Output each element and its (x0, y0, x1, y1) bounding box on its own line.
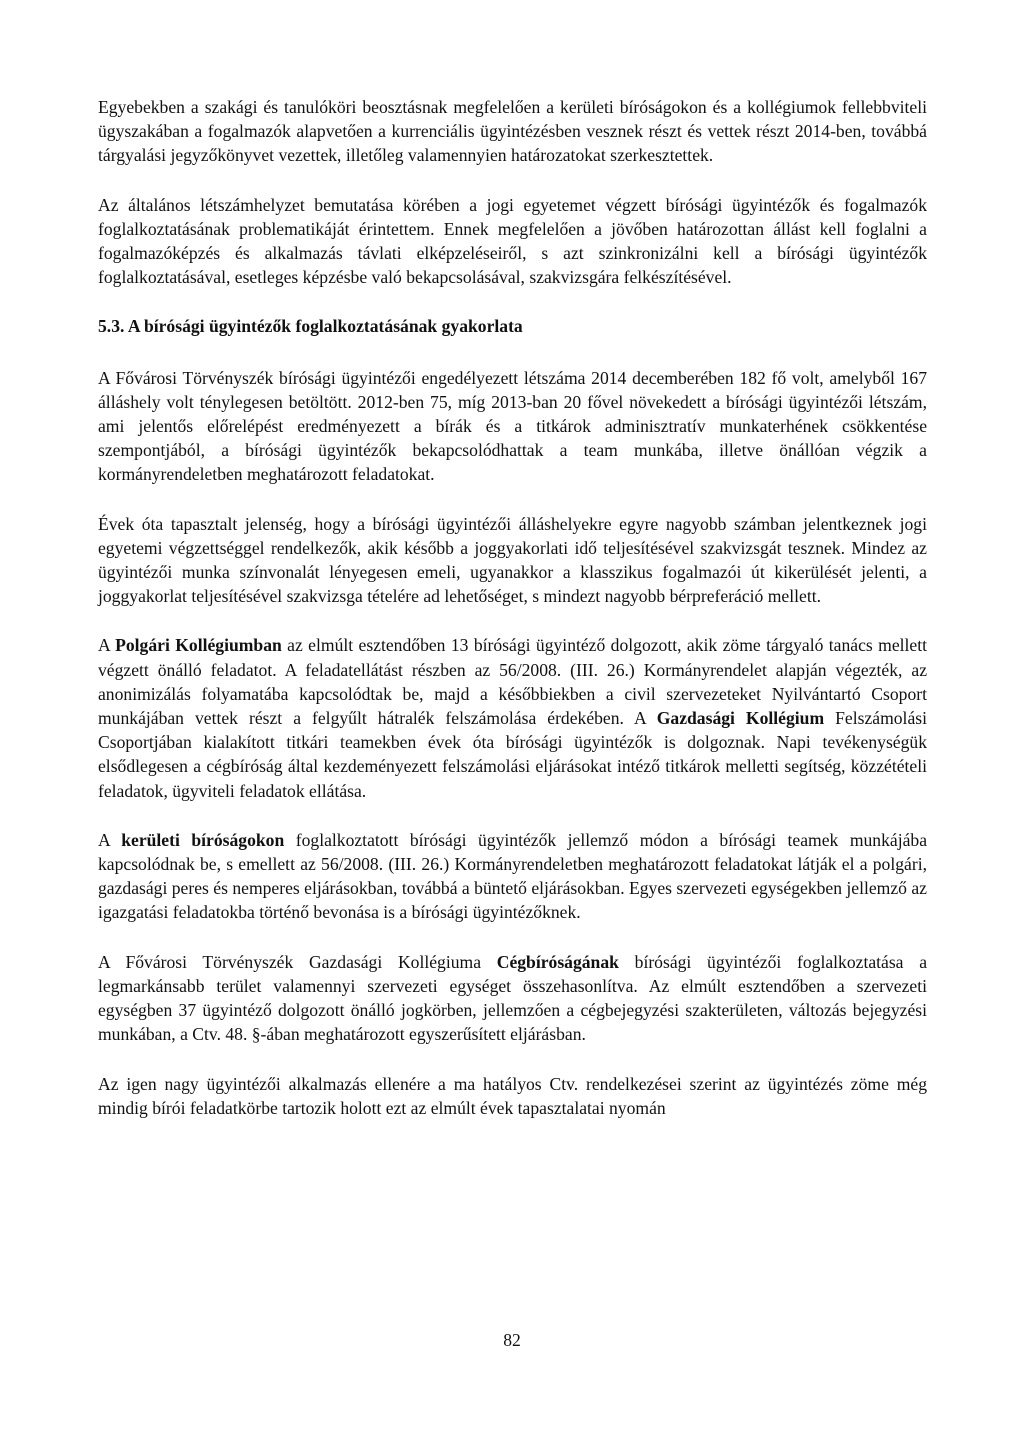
paragraph-4: Évek óta tapasztalt jelenség, hogy a bírósági ügyintézői álláshelyekre egyre nagyobb számban jelentkeznek jogi egyetemi végzettséggel rendelkezők, akik később a joggyakorlati idő teljesítésével szakvizsgát tesznek. Mindez az ügyintézői munka színvonalát lényegesen emeli, ugyanakkor a klasszikus fogalmazói út kikerülését jelenti, a joggyakorlat teljesítésével szakvizsga tételére ad lehetőséget, s mindezt nagyobb bérpreferáció mellett. (98, 513, 927, 607)
paragraph-5-text-a: A (98, 635, 116, 656)
paragraph-3: A Fővárosi Törvényszék bírósági ügyintézői engedélyezett létszáma 2014 decemberében 182 fő volt, amelyből 167 álláshely volt ténylegesen betöltött. 2012-ben 75, míg 2013-ban 20 fővel növekedett a bírósági ügyintézői létszám, ami jelentős előrelépést eredményezett a bírák és a titkárok adminisztratív munkaterhének csökkentése szempontjából, a bírósági ügyintézők bekapcsolódhattak a team munkába, illetve önállóan végzik a kormányrendeletben meghatározott feladatokat. (98, 367, 927, 485)
paragraph-5-text-c: az elmúlt esztendőben 13 bírósági ügyintéző dolgozott, akik zöme tárgyaló tanács mellett végzett önálló feladatot. A feladatellátást részben az 56/2008. (III. 26.) Kormányrendelet alapján végezték, az anonimizálás folyamatába kapcsolódtak be, majd a későbbiekben a civil szervezeteket Nyilvántartó Csoport munkájában vettek részt a felgyűlt hátralék felszámolása érdekében. A (98, 635, 927, 729)
page-number: 82 (503, 1330, 521, 1350)
paragraph-7-bold-cegbirosag: Cégbíróságának (496, 951, 619, 972)
paragraph-8: Az igen nagy ügyintézői alkalmazás ellenére a ma hatályos Ctv. rendelkezései szerint az ügyintézés zöme még mindig bírói feladatkörbe tartozik holott ezt az elmúlt évek tapasztalatai nyomán (98, 1073, 927, 1118)
paragraph-7 (98, 950, 927, 1047)
paragraph-6 (98, 828, 927, 925)
paragraph-5-text-d: Felszámolási Csoportjában kialakított titkári teamekben évek óta bírósági ügyintézők is dolgoznak. Napi tevékenységük elsődlegesen a cégbíróság által kezdeményezett felszámolási eljárásokat intéző titkárok melletti segítség, közzétételi feladatok, ügyviteli feladatok ellátása. (98, 708, 927, 801)
paragraph-1: Egyebekben a szakági és tanulóköri beosztásnak megfelelően a kerületi bíróságokon és a kollégiumok fellebbviteli ügyszakában a fogalmazók alapvetően a kurrenciális ügyintézésben vesznek részt és vettek részt 2014-ben, továbbá tárgyalási jegyzőkönyvet vezettek, illetőleg valamennyien határozatokat szerkesztettek. (98, 97, 927, 166)
paragraph-5-bold-gazdasagi: Gazdasági Kollégium (656, 708, 825, 729)
paragraph-2: Az általános létszámhelyzet bemutatása körében a jogi egyetemet végzett bírósági ügyintézők és fogalmazók foglalkoztatásának problematikáját érintettem. Ennek megfelelően a jövőben határozottan állást kell foglalni a fogalmazóképzés és alkalmazás távlati elképzeléseiről, s azt szinkronizálni kell a bírósági ügyintézők foglalkoztatásával, esetleges képzésbe való bekapcsolásával, szakvizsgára felkészítésével. (98, 194, 927, 288)
paragraph-7-text-c: bírósági ügyintézői foglalkoztatása a legmarkánsabb terület valamennyi szervezeti egységet összehasonlítva. Az elmúlt esztendőben a szervezeti egységben 37 ügyintéző dolgozott önálló jogkörben, jellemzően a cégbejegyzési szakterületen, változás bejegyzési munkában, a Ctv. 48. §-ában meghatározott egyszerűsített eljárásban. (98, 951, 928, 1045)
paragraph-6-text-a: A (98, 829, 122, 850)
paragraph-7-text-a: A Fővárosi Törvényszék Gazdasági Kollégiuma (98, 951, 497, 972)
section-heading: 5.3. A bírósági ügyintézők foglalkoztatásának gyakorlata (98, 316, 523, 337)
paragraph-5 (98, 633, 927, 802)
document-body (98, 95, 927, 1145)
paragraph-5-bold-polgari: Polgári Kollégiumban (115, 635, 282, 656)
paragraph-6-bold-keruleti: kerületi bíróságokon (121, 829, 285, 850)
paragraph-6-text-c: foglalkoztatott bírósági ügyintézők jellemző módon a bírósági teamek munkájába kapcsolódnak be, s emellett az 56/2008. (III. 26.) Kormányrendeletben meghatározott feladatokat látják el a polgári, gazdasági peres és nemperes eljárásokban, továbbá a büntető eljárásokban. Egyes szervezeti egységekben jellemző az igazgatási feladatokba történő bevonása is a bírósági ügyintézőknek. (98, 829, 928, 923)
